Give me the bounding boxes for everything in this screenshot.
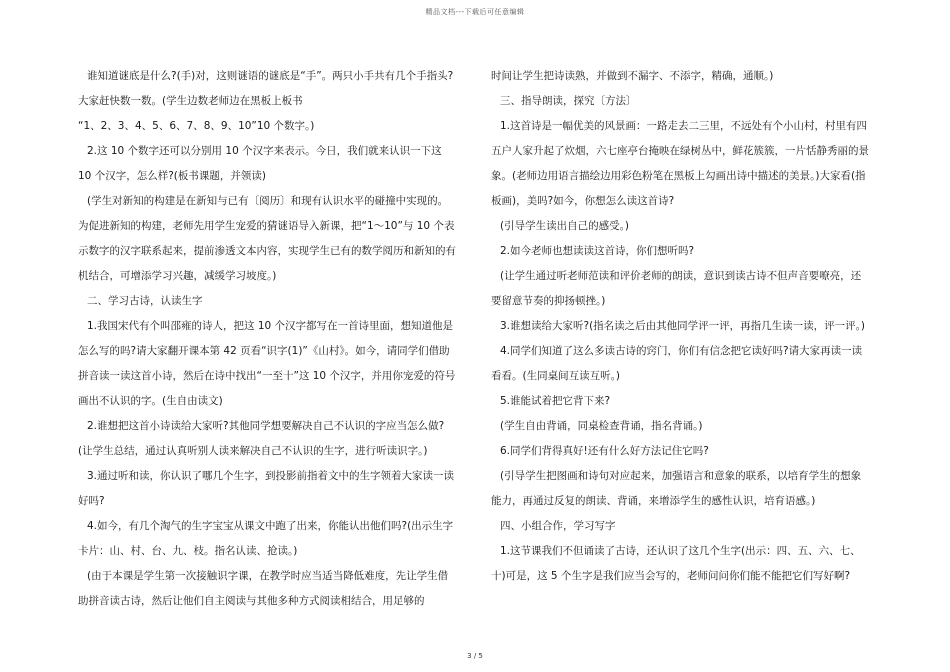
paragraph: 2.谁想把这首小诗读给大家听?其他同学想要解决自己不认识的字应当怎么做?(让学生总结，通过认真听别人读来解决自己不认识的生字，进行听读识字。) [78,420,445,457]
paragraph: (让学生通过听老师范读和评价老师的朗读，意识到读古诗不但声音要嘹亮，还要留意节奏的抑扬顿挫。) [491,270,862,307]
paragraph: 3.谁想读给大家听?(指名读之后由其他同学评一评，再指几生读一读，评一评。) [500,320,866,332]
paragraph: 1.我国宋代有个叫邵雍的诗人，把这 10 个汉字都写在一首诗里面，想知道他是怎么写的吗?请大家翻开课本第 42 页看“识字(1)”《山村》。如今，请同学们借助拼音读一读这首小诗，然后在诗中找出“一至十”这 10 个汉字，并用你宠爱的符号画出不认识的字。(生自由读文) [78,320,456,407]
section-heading: 二、学习古诗，认读生字 [87,295,203,307]
paragraph: “1、2、3、4、5、6、7、8、9、10”10 个数字。) [78,120,315,132]
paragraph: (由于本课是学生第一次接触识字课，在教学时应当适当降低难度，先让学生借助拼音读古诗，然后让他们自主阅读与其他多种方式阅读相结合，用足够的 [78,570,449,607]
section-heading: 三、指导朗读，探究〔方法〕 [500,95,637,107]
paragraph: 2.这 10 个数字还可以分别用 10 个汉字来表示。今日，我们就来认识一下这 10 个汉字，怎么样?(板书课题，并领读) [78,145,442,182]
paragraph: 谁知道谜底是什么?(手)对，这则谜语的谜底是“手”。两只小手共有几个手指头?大家赶快数一数。(学生边数老师边在黑板上板书 [78,70,454,107]
paragraph: (学生自由背诵，同桌检查背诵，指名背诵。) [500,420,703,432]
paragraph: 3.通过听和读，你认识了哪几个生字，到投影前指着文中的生字领着大家读一读好吗? [78,470,455,507]
paragraph: (学生对新知的构建是在新知与已有〔阅历〕和现有认识水平的碰撞中实现的。为促进新知的构建，老师先用学生宠爱的猜谜语导入新课，把“1～10”与 10 个表示数字的汉字联系起来，提前渗透文本内容，实现学生已有的数学阅历和新知的有机结合，可增添学习兴趣，减缓学习坡度。) [78,195,456,282]
paragraph: (引导学生把图画和诗句对应起来，加强语言和意象的联系，以培育学生的想象能力，再通过反复的朗读、背诵，来增添学生的感性认识，培育语感。) [491,470,862,507]
left-column [78,64,458,614]
paragraph: 时间让学生把诗读熟，并做到不漏字、不添字，精确，通顺。) [491,70,774,82]
paragraph: 1.这节课我们不但诵读了古诗，还认识了这几个生字(出示：四、五、六、七、十)可是，这 5 个生字是我们应当会写的，老师问问你们能不能把它们写好啊? [491,545,861,582]
section-heading: 四、小组合作，学习写字 [500,520,616,532]
page-number: 3 / 5 [467,652,483,660]
page-header: 精品文档---下载后可任意编辑 [425,8,525,16]
paragraph: 5.谁能试着把它背下来? [500,395,611,407]
right-column [491,64,871,589]
paragraph: 4.同学们知道了这么多读古诗的窍门，你们有信念把它读好吗?请大家再读一读看看。(生同桌间互读互听。) [491,345,863,382]
paragraph: 2.如今老师也想读读这首诗，你们想听吗? [500,245,695,257]
paragraph: 6.同学们背得真好!还有什么好方法记住它吗? [500,445,709,457]
paragraph: 4.如今，有几个淘气的生字宝宝从课文中跑了出来，你能认出他们吗?(出示生字卡片：山、村、台、九、枝。指名认读、抢读。) [78,520,454,557]
paragraph: 1.这首诗是一幅优美的风景画：一路走去二三里，不远处有个小山村，村里有四五户人家升起了炊烟，六七座亭台掩映在绿树丛中，鲜花簇簇，一片恬静秀丽的景象。(老师边用语言描绘边用彩色粉笔在黑板上勾画出诗中描述的美景。)大家看(指板画)，美吗?如今，你想怎么读这首诗? [491,120,869,207]
paragraph: (引导学生读出自己的感受。) [500,220,629,232]
